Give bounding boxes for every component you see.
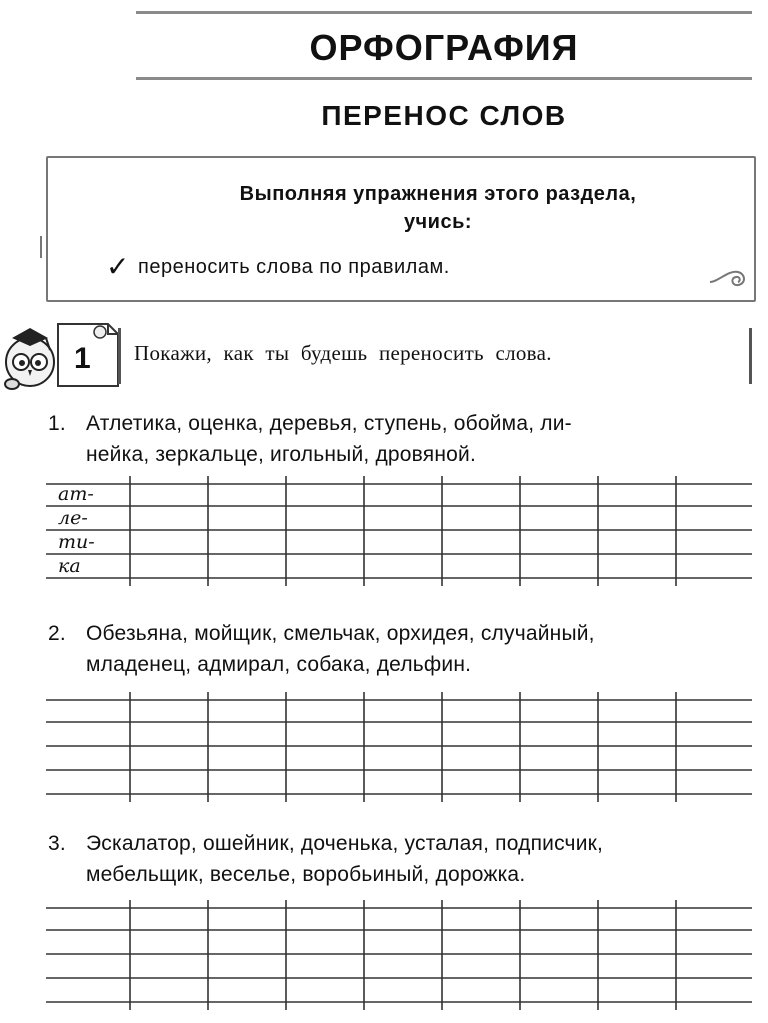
task-words-line1: Обезьяна, мойщик, смельчак, орхидея, случайный, (86, 622, 595, 645)
scroll-curl-icon (708, 264, 748, 290)
task-number: 1. (48, 412, 66, 435)
task-words-line2: мебельщик, веселье, воробьиный, дорожка. (86, 863, 526, 886)
writing-grid-3 (46, 900, 756, 1010)
task-words-line2: младенец, адмирал, собака, дельфин. (86, 653, 472, 676)
example-syllable: ка (58, 555, 81, 577)
exercise-number: 1 (74, 342, 91, 375)
exercise-instruction: Покажи, как ты будешь переносить слова. (134, 341, 552, 365)
writing-grid-2 (46, 692, 756, 802)
top-rule (136, 11, 752, 14)
info-heading-line2: учись: (403, 211, 473, 233)
page-title: ОРФОГРАФИЯ (309, 27, 579, 68)
check-icon: ✓ (106, 250, 130, 283)
section-subtitle: ПЕРЕНОС СЛОВ (321, 100, 567, 131)
task-1 (48, 408, 758, 470)
example-syllable: ле- (58, 507, 88, 529)
task-number: 2. (48, 622, 66, 645)
task-words-line1: Эскалатор, ошейник, доченька, усталая, подписчик, (86, 832, 604, 855)
scroll-left-edge (40, 236, 50, 258)
info-scroll-box (46, 156, 756, 302)
example-syllable: ат- (58, 483, 94, 505)
task-number: 3. (48, 832, 66, 855)
info-heading-line1: Выполняя упражнения этого раздела, (239, 183, 637, 205)
task-words-line2: нейка, зеркальце, игольный, дровяной. (86, 443, 476, 466)
example-syllable: ти- (58, 531, 95, 553)
task-3 (48, 828, 758, 890)
title-rule (136, 77, 752, 80)
info-box-heading (158, 180, 718, 236)
task-2 (48, 618, 758, 680)
task-words-line1: Атлетика, оценка, деревья, ступень, обойма, ли- (86, 412, 572, 435)
info-box-item: переносить слова по правилам. (138, 256, 450, 278)
writing-grid-1 (46, 476, 756, 586)
